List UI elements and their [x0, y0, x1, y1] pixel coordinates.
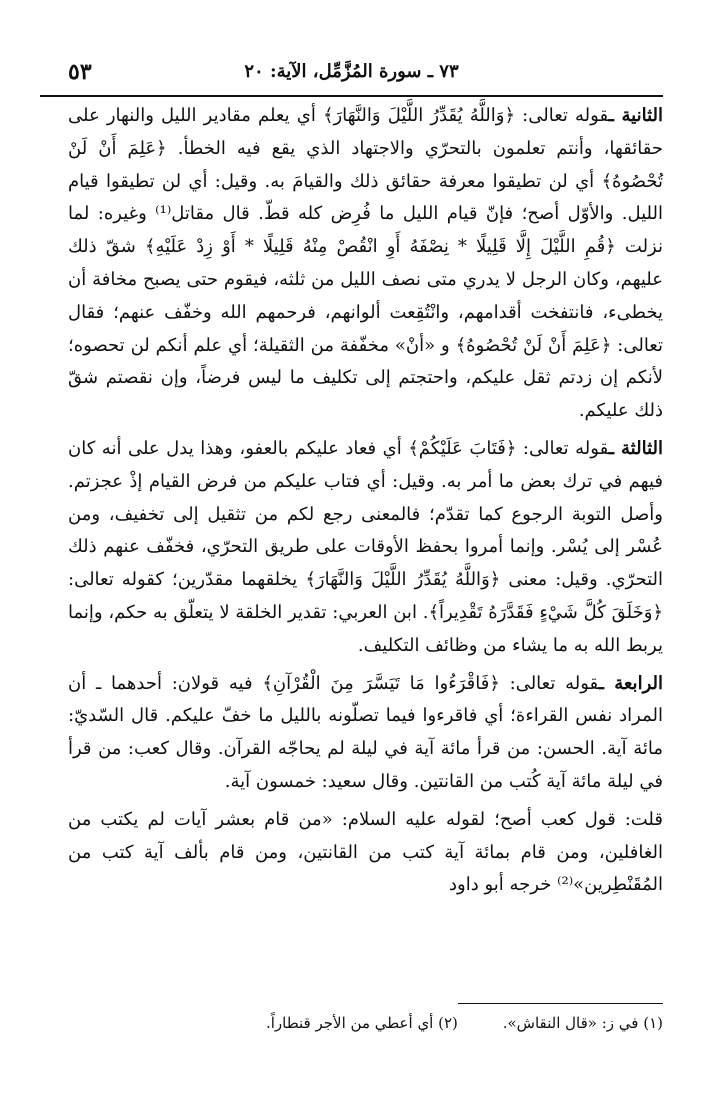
paragraph-text: قلت: قول كعب أصح؛ لقوله عليه السلام: «من قام بعشر آيات لم يكتب من الغافلين، ومن قام بمائة آية كتب من القانتين، ومن قام بألف آية كتب من المُقَنْطِرين»⁽²⁾ خرجه أبو داود [68, 808, 663, 896]
paragraph-text: قوله تعالى: ﴿فَاقْرَءُوا مَا تَيَسَّرَ مِنَ الْقُرْآنِ﴾ فيه قولان: أحدهما ـ أن المراد نفس القراءة؛ أي فاقرءوا فيما تصلّونه بالليل ما خفّ عليكم. قال السّديّ: مائة آية. الحسن: من قرأ مائة آية في ليلة لم يحاجّه القرآن. وقال كعب: من قرأ في ليلة مائة آية كُتب من القانتين. وقال سعيد: خمسون آية. [68, 672, 663, 792]
page-header [40, 55, 663, 97]
footnote-divider [458, 1003, 663, 1004]
footnote-1: (١) في ز: «قال النقاش». [502, 1014, 663, 1032]
page-number: ٥٣ [68, 59, 92, 85]
running-title: ٧٣ ـ سورة المُزَّمِّل، الآية: ٢٠ [244, 61, 459, 82]
footnote-2: (٢) أي أعطي من الأجر قنطاراً. [265, 1014, 458, 1032]
paragraph-comment [68, 804, 663, 902]
paragraph-lead: الثانية ـ [608, 105, 663, 126]
paragraph-lead: الرابعة ـ [598, 672, 663, 694]
paragraph-second [68, 100, 663, 428]
body-text [68, 100, 663, 902]
paragraph-fourth [68, 668, 663, 799]
paragraph-third [68, 433, 663, 663]
paragraph-lead: الثالثة ـ [608, 437, 663, 459]
footnotes [40, 1014, 663, 1032]
paragraph-text: قوله تعالى: ﴿وَاللَّهُ يُقَدِّرُ اللَّيْلَ وَالنَّهَارَ﴾ أي يعلم مقادير الليل والنهار على حقائقها، وأنتم تعلمون بالتحرّي والاجتهاد الذي يقع فيه الخطأ. ﴿عَلِمَ أَنْ لَنْ تُحْصُوهُ﴾ أي لن تطيقوا معرفة حقائق ذلك والقيامَ به. وقيل: أي لن تطيقوا قيام الليل. والأوّل أصح؛ فإنّ قيام الليل ما فُرِض كله قطّ. قال مقاتل⁽¹⁾ وغيره: لما نزلت ﴿قُمِ اللَّيْلَ إِلَّا قَلِيلًا * نِصْفَهُ أَوِ انْقُصْ مِنْهُ قَلِيلًا * أَوْ زِدْ عَلَيْهِ﴾ شقّ ذلك عليهم، وكان الرجل لا يدري متى نصف الليل من ثلثه، فيقوم حتى يصبح مخافة أن يخطىء، فانتفخت أقدامهم، وانْتُقِعت ألوانهم، فرحمهم الله وخفّف عنهم؛ فقال تعالى: ﴿عَلِمَ أَنْ لَنْ تُحْصُوهُ﴾ و «أنْ» مخفّفة من الثقيلة؛ أي علم أنكم لن تحصوه؛ لأنكم إن زدتم ثقل عليكم، واحتجتم إلى تكليف ما ليس فرضاً، وإن نقصتم شقّ ذلك عليكم. [68, 105, 664, 422]
paragraph-text: قوله تعالى: ﴿فَتَابَ عَلَيْكُمْ﴾ أي فعاد عليكم بالعفو، وهذا يدل على أنه كان فيهم في ترك بعض ما أمر به. وقيل: أي فتاب عليكم من فرض القيام إذْ عجزتم. وأصل التوبة الرجوع كما تقدّم؛ فالمعنى رجع لكم من تثقيل إلى تخفيف، ومن عُسْر إلى يُسْر. وإنما أمروا بحفظ الأوقات على طريق التحرّي، فخفّف عنهم ذلك التحرّي. وقيل: معنى ﴿وَاللَّهُ يُقَدِّرُ اللَّيْلَ وَالنَّهَارَ﴾ يخلقهما مقدّرين؛ كقوله تعالى: ﴿وَخَلَقَ كُلَّ شَيْءٍ فَقَدَّرَهُ تَقْدِيراً﴾. ابن العربي: تقدير الخلقة لا يتعلّق به حكم، وإنما يربط الله به ما يشاء من وظائف التكليف. [68, 437, 663, 656]
